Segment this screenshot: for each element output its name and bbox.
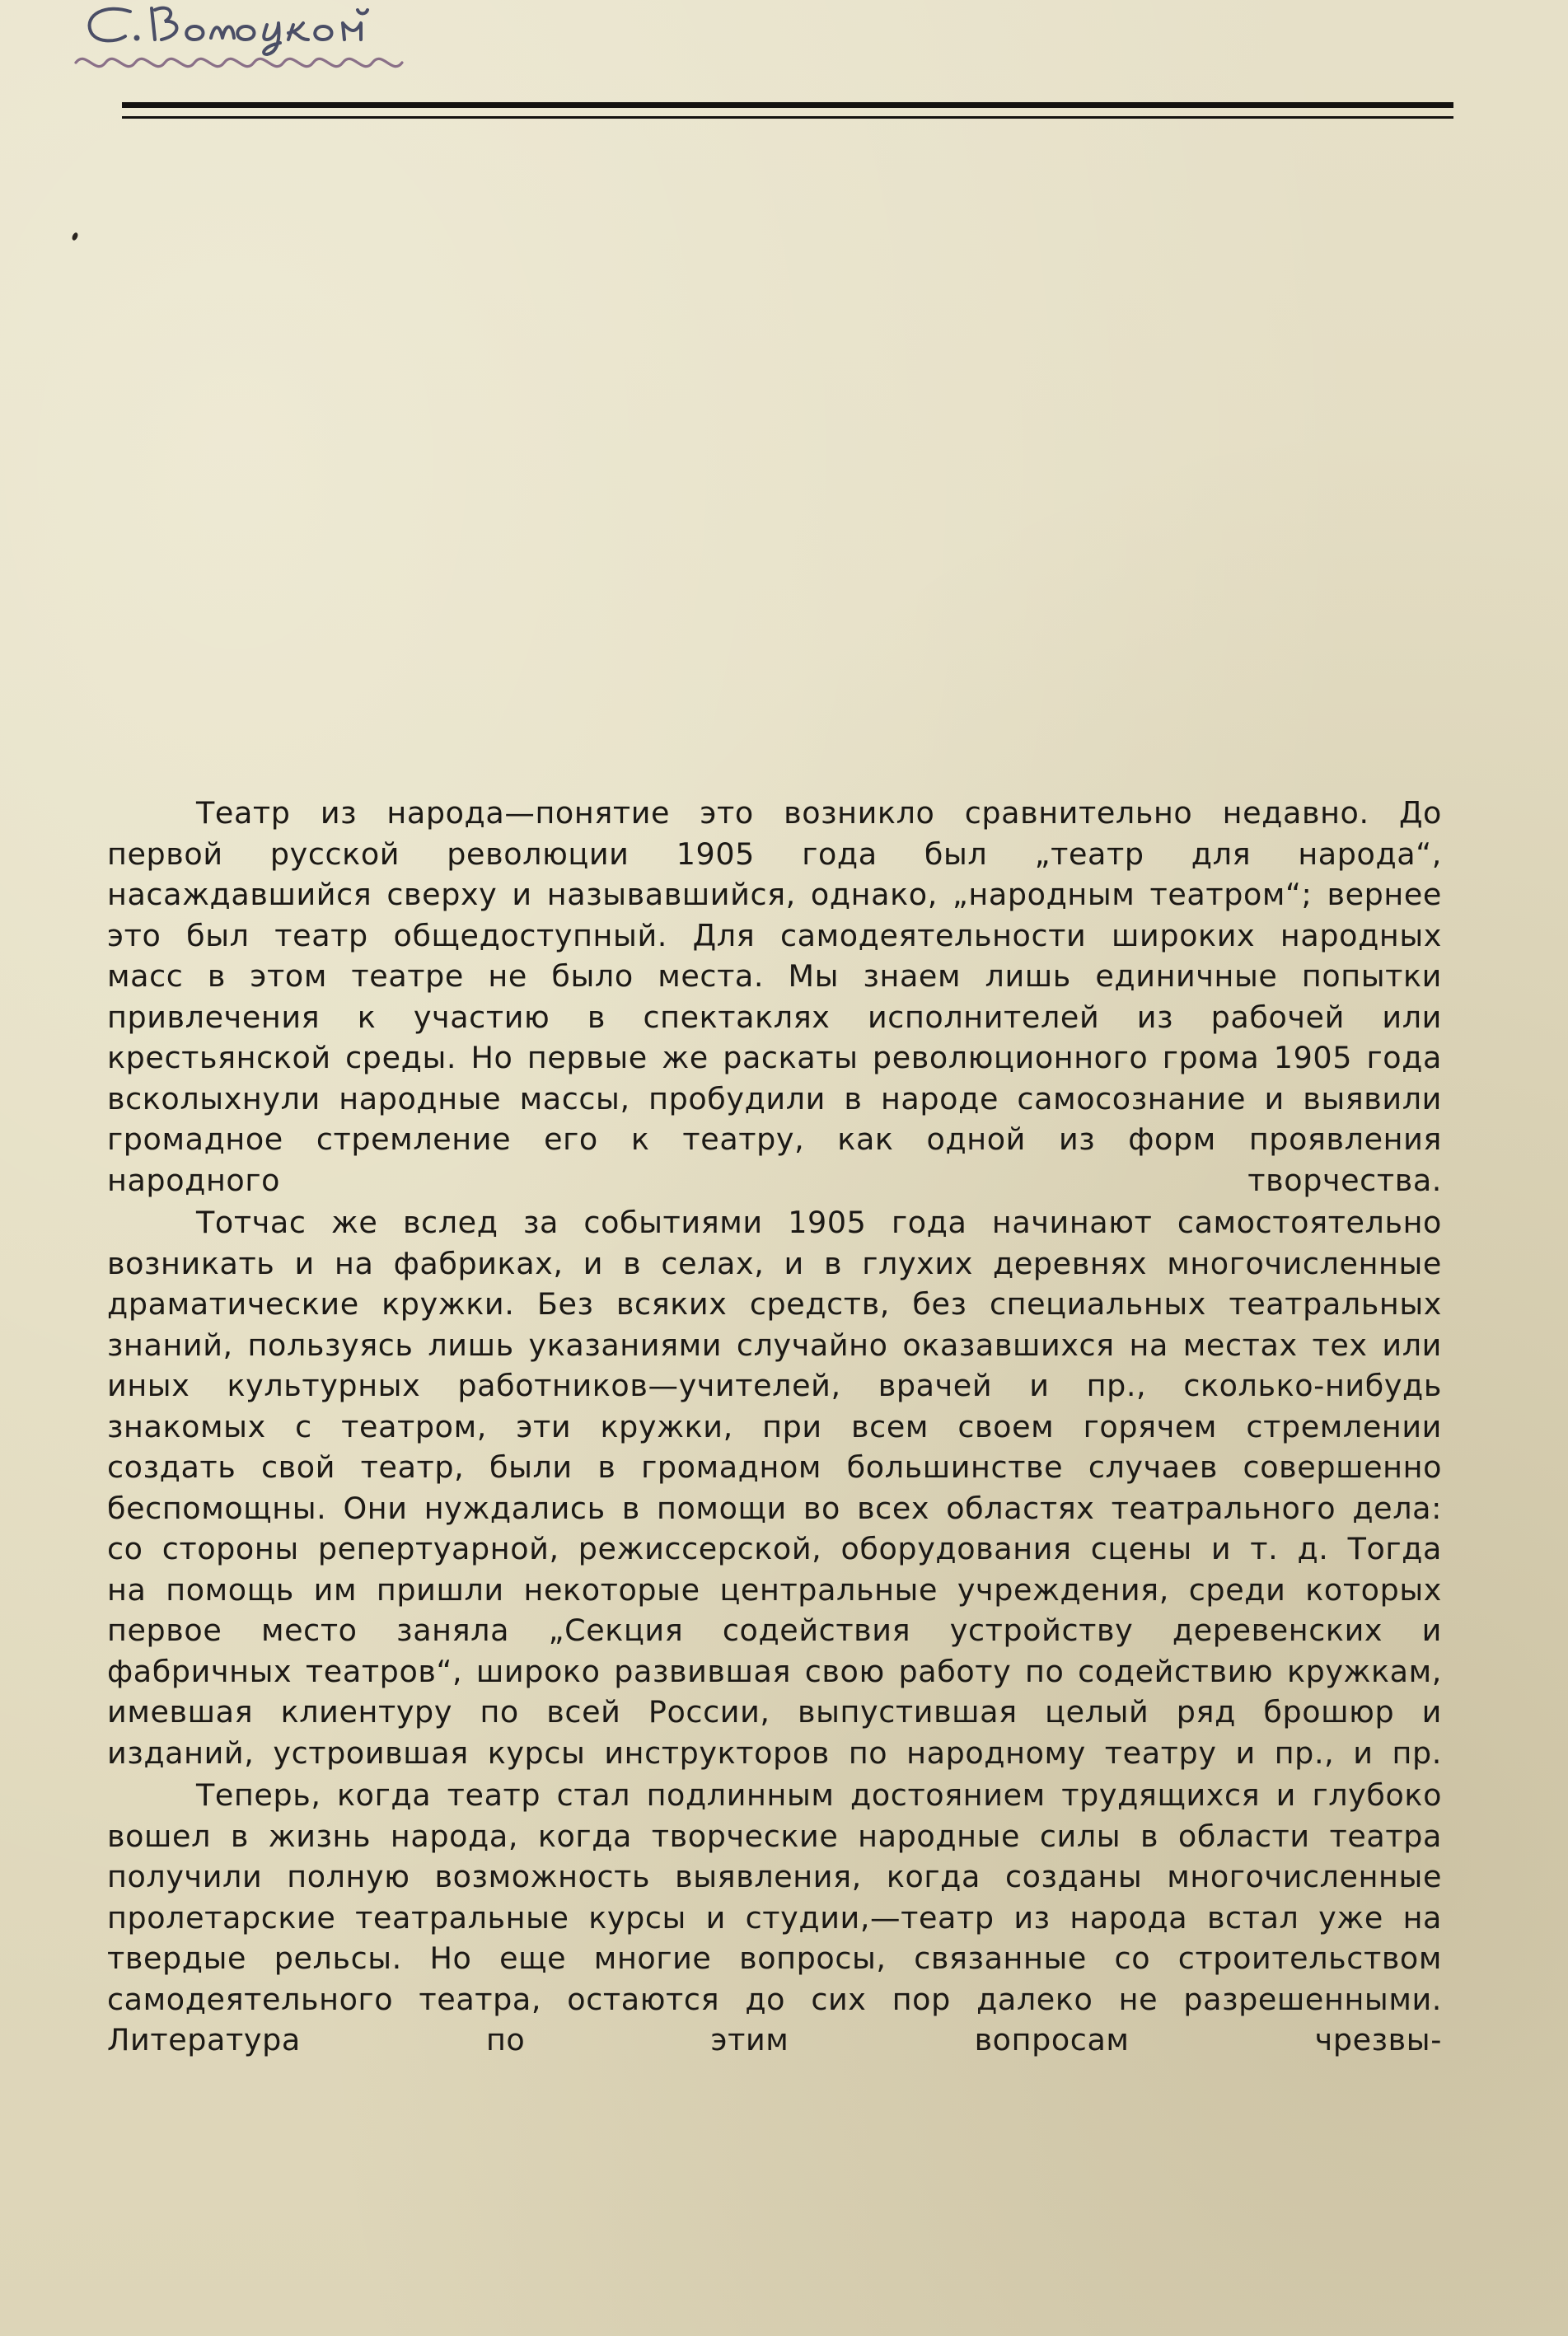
signature-ink (73, 0, 468, 74)
header-rule-thin (122, 116, 1453, 119)
paragraph-2: Тотчас же вслед за событиями 1905 года начинают самостоятельно возникать и на фабриках, и в селах, и в глухих деревнях многочисленные драматические кружки. Без всяких средств, без специальных театральных знаний, пользуясь лишь указаниями случайно оказавшихся на местах тех или иных культурных работников—учителей, врачей и пр., сколько-нибудь знакомых с театром, эти кружки, при всем своем горячем стремлении создать свой театр, были в громадном большинстве случаев совершенно беспомощны. Они нуждались в помощи во всех областях театрального дела: со стороны репертуарной, режиссерской, оборудования сцены и т. д. Тогда на помощь им пришли некоторые центральные учреждения, среди которых первое место заняла „Секция содействия устройству деревенских и фабричных театров“, широко развившая свою работу по содействию кружкам, имевшая клиентуру по всей России, выпустившая целый ряд брошюр и изданий, устроившая курсы инструкторов по народному театру и пр., и пр. (107, 1205, 1442, 1771)
handwritten-signature (73, 0, 468, 74)
ink-speck (71, 232, 79, 241)
paragraph-3: Теперь, когда театр стал подлинным достоянием трудящихся и глубоко вошел в жизнь народа, когда творческие народные силы в области театра получили полную возможность выявления, когда созданы многочисленные пролетарские театральные курсы и студии,—театр из народа встал уже на твердые рельсы. Но еще многие вопросы, связанные со строительством самодеятельного театра, остаются до сих пор далеко не разрешенными. Литература по этим вопросам чрезвы- (107, 1777, 1442, 2057)
paragraph-1: Театр из народа—понятие это возникло сравнительно недавно. До первой русской революции 1905 года был „театр для народа“, насаждавшийся сверху и называвшийся, однако, „народным театром“; вернее это был театр общедоступный. Для самодеятельности широких народных масс в этом театре не было места. Мы знаем лишь единичные попытки привлечения к участию в спектаклях исполнителей из рабочей или крестьянской среды. Но первые же раскаты революционного грома 1905 года всколыхнули народные массы, пробудили в народе самосознание и выявили громадное стремление его к театру, как одной из форм проявления народного творчества. (107, 795, 1442, 1198)
header-rule-thick (122, 102, 1453, 108)
body-text (107, 793, 1442, 2062)
